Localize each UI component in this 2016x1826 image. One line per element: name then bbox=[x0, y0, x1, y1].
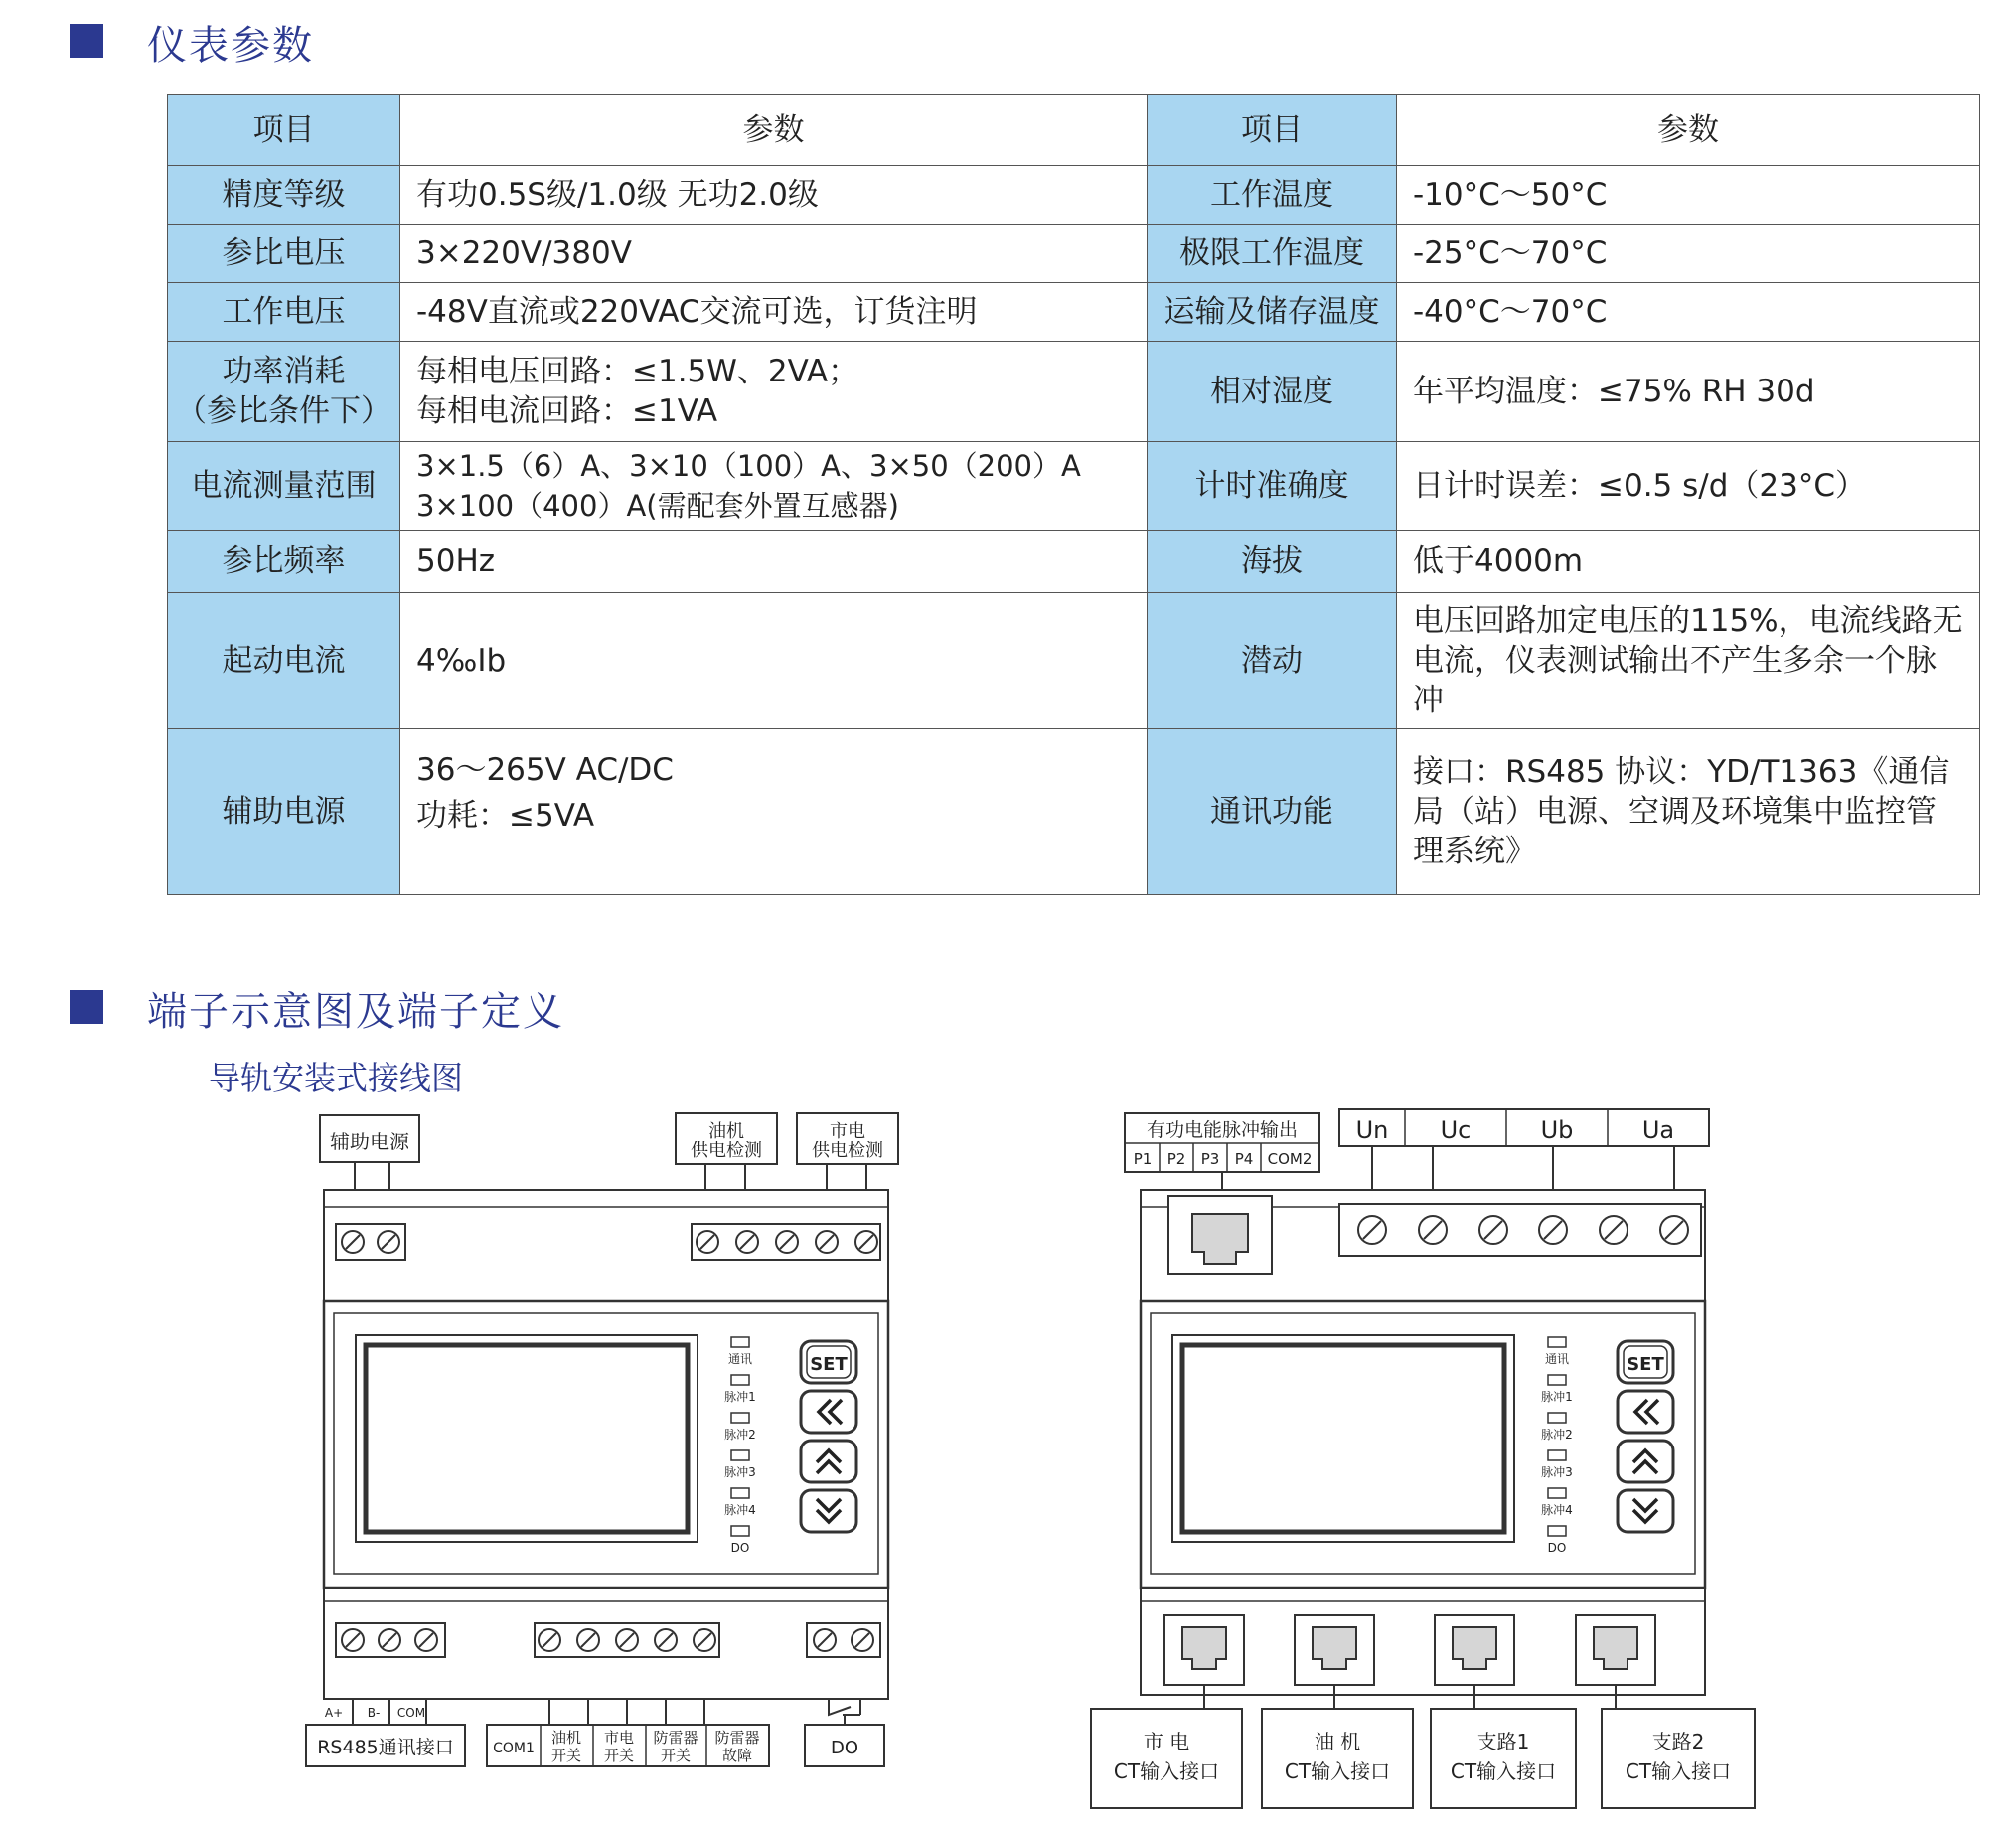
ct-label-line1: 支路2 bbox=[1651, 1730, 1705, 1753]
row-label: 海拔 bbox=[1148, 531, 1397, 593]
ct-label-box bbox=[1602, 1709, 1755, 1808]
set-key-label: SET bbox=[810, 1354, 848, 1375]
left-set-key[interactable] bbox=[801, 1341, 856, 1383]
voltage-label: Ua bbox=[1641, 1116, 1675, 1143]
ct-label-box bbox=[1262, 1709, 1413, 1808]
right-back-key[interactable] bbox=[1618, 1391, 1673, 1433]
ct-label-box bbox=[1091, 1709, 1242, 1808]
set-key-label: SET bbox=[1627, 1354, 1664, 1375]
row-label: 运输及储存温度 bbox=[1148, 283, 1397, 342]
row-label: 工作电压 bbox=[168, 283, 400, 342]
row-value: -48V直流或220VAC交流可选，订货注明 bbox=[400, 283, 1148, 342]
left-down-key[interactable] bbox=[801, 1490, 856, 1532]
led-label: 通讯 bbox=[727, 1352, 753, 1366]
com1-label: COM1 bbox=[493, 1741, 535, 1756]
led-label: 脉冲2 bbox=[724, 1428, 756, 1442]
right-device bbox=[1091, 1109, 1755, 1808]
left-back-key[interactable] bbox=[801, 1391, 856, 1433]
gen-detect-label-2: 供电检测 bbox=[691, 1141, 762, 1161]
rs485-pin: COM bbox=[396, 1706, 426, 1720]
ct-label-line2: CT输入接口 bbox=[1284, 1759, 1391, 1783]
lightning-fault-label-2: 故障 bbox=[721, 1747, 753, 1764]
row-label: 潜动 bbox=[1148, 593, 1397, 729]
header-param-right: 参数 bbox=[1397, 95, 1980, 166]
gen-switch-label-2: 开关 bbox=[550, 1747, 582, 1764]
row-label: 辅助电源 bbox=[168, 729, 400, 895]
header-item-right: 项目 bbox=[1148, 95, 1397, 166]
rs485-pin: B- bbox=[367, 1706, 381, 1720]
gen-detect-label-1: 油机 bbox=[708, 1121, 744, 1141]
row-label: 参比频率 bbox=[168, 531, 400, 593]
led-label: 脉冲3 bbox=[1541, 1465, 1573, 1479]
pulse-pin: P4 bbox=[1234, 1150, 1254, 1168]
led-label: 通讯 bbox=[1544, 1352, 1570, 1366]
row-label: 起动电流 bbox=[168, 593, 400, 729]
pulse-pin: P1 bbox=[1133, 1150, 1153, 1168]
row-value: -40°C～70°C bbox=[1397, 283, 1980, 342]
row-value: 接口：RS485 协议：YD/T1363《通信局（站）电源、空调及环境集中监控管理系统》 bbox=[1397, 729, 1980, 895]
ct-label-line1: 支路1 bbox=[1476, 1730, 1530, 1753]
row-value: 低于4000m bbox=[1397, 531, 1980, 593]
row-value: 50Hz bbox=[400, 531, 1148, 593]
ct-label-line1: 油 机 bbox=[1314, 1730, 1361, 1753]
aux-power-label: 辅助电源 bbox=[330, 1130, 409, 1153]
ct-label-line1: 市 电 bbox=[1143, 1730, 1190, 1753]
led-label: 脉冲4 bbox=[724, 1503, 756, 1517]
row-label: 功率消耗 （参比条件下） bbox=[168, 342, 400, 442]
row-label: 通讯功能 bbox=[1148, 729, 1397, 895]
right-set-key[interactable] bbox=[1618, 1341, 1673, 1383]
row-value: 4‰Ib bbox=[400, 593, 1148, 729]
rs485-pin: A+ bbox=[324, 1706, 344, 1720]
row-value: -10°C～50°C bbox=[1397, 166, 1980, 225]
left-device bbox=[306, 1113, 898, 1766]
row-label: 相对湿度 bbox=[1148, 342, 1397, 442]
row-value: -25°C～70°C bbox=[1397, 225, 1980, 283]
led-label: 脉冲1 bbox=[1541, 1390, 1573, 1404]
voltage-label: Un bbox=[1355, 1116, 1389, 1143]
row-value: 每相电压回路：≤1.5W、2VA； 每相电流回路：≤1VA bbox=[400, 342, 1148, 442]
row-value: 3×220V/380V bbox=[400, 225, 1148, 283]
row-value: 日计时误差：≤0.5 s/d（23°C） bbox=[1397, 442, 1980, 531]
rs485-label: RS485通讯接口 bbox=[317, 1737, 454, 1758]
do-label: DO bbox=[830, 1738, 859, 1758]
right-down-key[interactable] bbox=[1618, 1490, 1673, 1532]
lightning-switch-label-1: 防雷器 bbox=[653, 1729, 698, 1747]
led-label: DO bbox=[730, 1541, 750, 1555]
row-value: 有功0.5S级/1.0级 无功2.0级 bbox=[400, 166, 1148, 225]
row-value: 36～265V AC/DC 功耗：≤5VA bbox=[400, 729, 1148, 895]
row-label: 极限工作温度 bbox=[1148, 225, 1397, 283]
pulse-output-title: 有功电能脉冲输出 bbox=[1146, 1119, 1299, 1141]
ct-label-line2: CT输入接口 bbox=[1625, 1759, 1732, 1783]
row-label: 工作温度 bbox=[1148, 166, 1397, 225]
led-label: 脉冲1 bbox=[724, 1390, 756, 1404]
mains-switch-label-1: 市电 bbox=[603, 1729, 635, 1747]
right-up-key[interactable] bbox=[1618, 1441, 1673, 1482]
mains-detect-label-1: 市电 bbox=[830, 1121, 865, 1141]
lightning-fault-label-1: 防雷器 bbox=[714, 1729, 760, 1747]
row-label: 电流测量范围 bbox=[168, 442, 400, 531]
row-label: 参比电压 bbox=[168, 225, 400, 283]
gen-switch-label-1: 油机 bbox=[550, 1729, 582, 1747]
row-label: 精度等级 bbox=[168, 166, 400, 225]
voltage-label: Ub bbox=[1540, 1116, 1574, 1143]
section-title-parameters: 仪表参数 bbox=[147, 23, 314, 69]
led-label: 脉冲4 bbox=[1541, 1503, 1573, 1517]
left-up-key[interactable] bbox=[801, 1441, 856, 1482]
row-value: 电压回路加定电压的115%，电流线路无电流，仪表测试输出不产生多余一个脉冲 bbox=[1397, 593, 1980, 729]
subtitle-wiring: 导轨安装式接线图 bbox=[209, 1059, 464, 1097]
pulse-pin: P2 bbox=[1166, 1150, 1186, 1168]
led-label: DO bbox=[1547, 1541, 1567, 1555]
led-label: 脉冲3 bbox=[724, 1465, 756, 1479]
section-title-terminals: 端子示意图及端子定义 bbox=[147, 989, 564, 1035]
mains-switch-label-2: 开关 bbox=[603, 1747, 635, 1764]
voltage-label: Uc bbox=[1440, 1116, 1472, 1143]
header-item-left: 项目 bbox=[168, 95, 400, 166]
pulse-pin: P3 bbox=[1200, 1150, 1220, 1168]
mains-detect-label-2: 供电检测 bbox=[812, 1141, 883, 1161]
header-param-left: 参数 bbox=[400, 95, 1148, 166]
row-label: 计时准确度 bbox=[1148, 442, 1397, 531]
pulse-pin: COM2 bbox=[1267, 1150, 1313, 1168]
led-label: 脉冲2 bbox=[1541, 1428, 1573, 1442]
ct-label-box bbox=[1431, 1709, 1576, 1808]
lightning-switch-label-2: 开关 bbox=[660, 1747, 692, 1764]
row-value: 年平均温度：≤75% RH 30d bbox=[1397, 342, 1980, 442]
ct-label-line2: CT输入接口 bbox=[1113, 1759, 1220, 1783]
row-value: 3×1.5（6）A、3×10（100）A、3×50（200）A 3×100（400）A(需配套外置互感器) bbox=[400, 442, 1148, 531]
ct-label-line2: CT输入接口 bbox=[1450, 1759, 1557, 1783]
